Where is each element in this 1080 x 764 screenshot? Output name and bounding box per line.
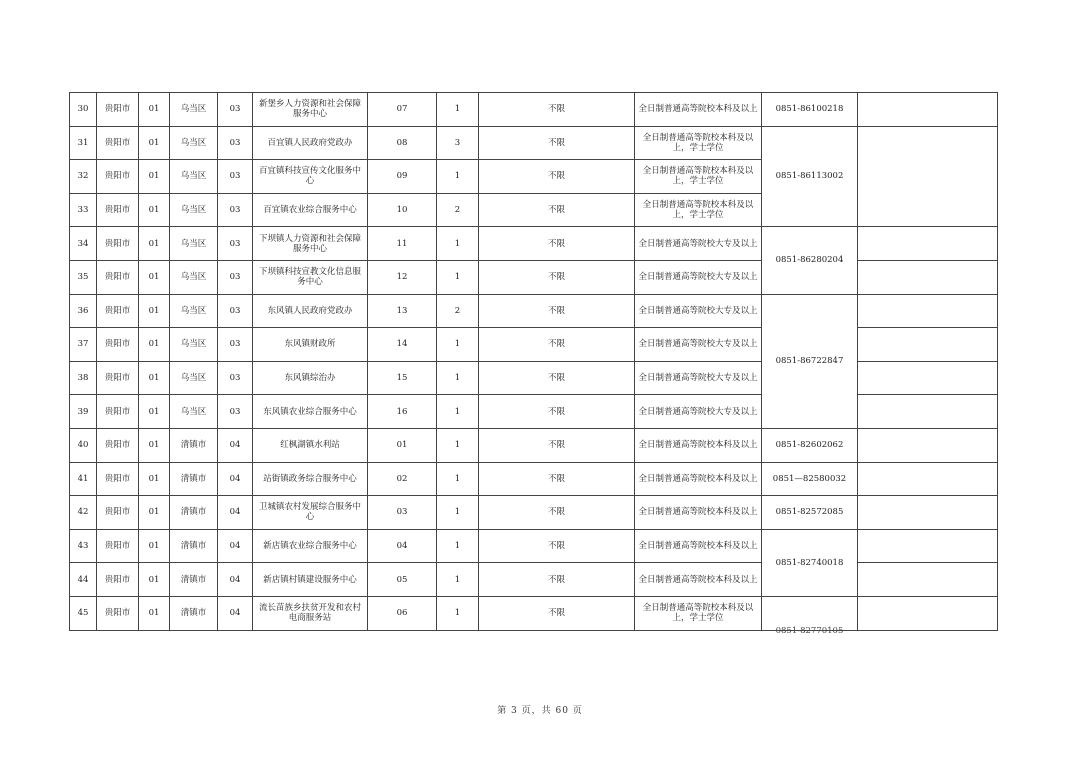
cell-county-code: 04	[218, 496, 253, 530]
table-row	[70, 294, 998, 328]
cell-phone: 0851-82740018	[762, 529, 858, 596]
table-row	[70, 596, 998, 630]
cell-no: 42	[70, 496, 97, 530]
cell-city: 贵阳市	[97, 93, 139, 127]
cell-county-code: 03	[218, 126, 253, 160]
table-row	[70, 428, 998, 462]
cell-note	[858, 294, 998, 328]
cell-city: 贵阳市	[97, 227, 139, 261]
cell-major: 不限	[479, 294, 635, 328]
cell-county: 乌当区	[170, 361, 218, 395]
cell-note	[858, 496, 998, 530]
cell-no: 34	[70, 227, 97, 261]
cell-city-code: 01	[139, 193, 170, 227]
cell-unit: 流长苗族乡扶贫开发和农村电商服务站	[253, 596, 368, 630]
cell-major: 不限	[479, 160, 635, 194]
cell-major: 不限	[479, 563, 635, 597]
cell-note	[858, 428, 998, 462]
cell-county: 清镇市	[170, 563, 218, 597]
cell-no: 38	[70, 361, 97, 395]
table-row	[70, 496, 998, 530]
cell-position-code: 06	[368, 596, 437, 630]
cell-position-code: 07	[368, 93, 437, 127]
cell-county: 清镇市	[170, 496, 218, 530]
cell-city: 贵阳市	[97, 260, 139, 294]
cell-position-code: 04	[368, 529, 437, 563]
cell-county-code: 03	[218, 193, 253, 227]
cell-county: 清镇市	[170, 462, 218, 496]
cell-position-code: 15	[368, 361, 437, 395]
cell-no: 33	[70, 193, 97, 227]
cell-phone: 0851-86722847	[762, 294, 858, 428]
cell-unit: 新店镇村镇建设服务中心	[253, 563, 368, 597]
cell-note	[858, 563, 998, 597]
cell-city-code: 01	[139, 496, 170, 530]
cell-city-code: 01	[139, 596, 170, 630]
cell-county: 乌当区	[170, 294, 218, 328]
cell-no: 32	[70, 160, 97, 194]
table-row	[70, 395, 998, 429]
cell-city: 贵阳市	[97, 126, 139, 160]
cell-count: 1	[437, 328, 479, 362]
cell-no: 35	[70, 260, 97, 294]
cell-no: 40	[70, 428, 97, 462]
cell-county: 乌当区	[170, 93, 218, 127]
cell-position-code: 01	[368, 428, 437, 462]
cell-education: 全日制普通高等院校本科及以上	[635, 563, 762, 597]
cell-count: 1	[437, 428, 479, 462]
cell-no: 44	[70, 563, 97, 597]
cell-unit: 东风镇人民政府党政办	[253, 294, 368, 328]
cell-unit: 百宜镇人民政府党政办	[253, 126, 368, 160]
table-body	[70, 93, 998, 636]
cell-note	[858, 260, 998, 294]
cell-position-code: 05	[368, 563, 437, 597]
cell-county: 乌当区	[170, 126, 218, 160]
cell-city-code: 01	[139, 93, 170, 127]
cell-count: 1	[437, 563, 479, 597]
cell-major: 不限	[479, 496, 635, 530]
cell-note	[858, 227, 998, 261]
cell-count: 1	[437, 596, 479, 630]
cell-phone: 0851-86280204	[762, 227, 858, 294]
cell-note	[858, 596, 998, 630]
table-row	[70, 361, 998, 395]
cell-county-code: 03	[218, 227, 253, 261]
cell-county-code: 04	[218, 462, 253, 496]
cell-major: 不限	[479, 462, 635, 496]
cell-phone: 0851—82580032	[762, 462, 858, 496]
cell-major: 不限	[479, 260, 635, 294]
cell-note	[858, 93, 998, 127]
page-number: 第 3 页，共 60 页	[497, 706, 583, 716]
cell-count: 2	[437, 193, 479, 227]
cell-city-code: 01	[139, 462, 170, 496]
cell-no: 30	[70, 93, 97, 127]
cell-phone: 0851-82572085	[762, 496, 858, 530]
cell-major: 不限	[479, 596, 635, 630]
cell-city: 贵阳市	[97, 496, 139, 530]
cell-city-code: 01	[139, 563, 170, 597]
cell-education: 全日制普通高等院校大专及以上	[635, 361, 762, 395]
cell-no: 37	[70, 328, 97, 362]
cell-major: 不限	[479, 361, 635, 395]
cell-position-code: 12	[368, 260, 437, 294]
cell-county-code: 03	[218, 395, 253, 429]
cell-education: 全日制普通高等院校本科及以上，学士学位	[635, 596, 762, 630]
cell-city: 贵阳市	[97, 563, 139, 597]
cell-education: 全日制普通高等院校大专及以上	[635, 395, 762, 429]
table-row	[70, 462, 998, 496]
cell-city-code: 01	[139, 160, 170, 194]
cell-city: 贵阳市	[97, 294, 139, 328]
cell-education: 全日制普通高等院校本科及以上	[635, 496, 762, 530]
cell-city: 贵阳市	[97, 193, 139, 227]
cell-major: 不限	[479, 428, 635, 462]
cell-count: 1	[437, 496, 479, 530]
cell-position-code: 02	[368, 462, 437, 496]
cell-county-code: 03	[218, 260, 253, 294]
cell-note	[858, 462, 998, 496]
cell-note	[858, 328, 998, 362]
cell-count: 1	[437, 227, 479, 261]
cell-count: 1	[437, 260, 479, 294]
cell-count: 3	[437, 126, 479, 160]
cell-education: 全日制普通高等院校大专及以上	[635, 227, 762, 261]
cell-unit: 新店镇农业综合服务中心	[253, 529, 368, 563]
cell-phone-cut-text: 0851-82770105	[775, 625, 844, 636]
cell-county: 乌当区	[170, 328, 218, 362]
cell-city: 贵阳市	[97, 395, 139, 429]
cell-count: 2	[437, 294, 479, 328]
cell-education: 全日制普通高等院校大专及以上	[635, 294, 762, 328]
cell-no: 39	[70, 395, 97, 429]
cell-major: 不限	[479, 529, 635, 563]
cell-city: 贵阳市	[97, 596, 139, 630]
cell-position-code: 11	[368, 227, 437, 261]
cell-education: 全日制普通高等院校本科及以上，学士学位	[635, 160, 762, 194]
cell-city-code: 01	[139, 294, 170, 328]
cell-education: 全日制普通高等院校本科及以上	[635, 93, 762, 127]
cell-unit: 下坝镇人力资源和社会保障服务中心	[253, 227, 368, 261]
cell-county: 清镇市	[170, 596, 218, 630]
cell-unit: 百宜镇科技宣传文化服务中心	[253, 160, 368, 194]
cell-no: 41	[70, 462, 97, 496]
cell-major: 不限	[479, 395, 635, 429]
cell-major: 不限	[479, 93, 635, 127]
cell-note	[858, 126, 998, 227]
cell-city: 贵阳市	[97, 160, 139, 194]
cell-phone: 0851-82602062	[762, 428, 858, 462]
cell-county-code: 04	[218, 596, 253, 630]
cell-education: 全日制普通高等院校本科及以上，学士学位	[635, 193, 762, 227]
cell-county: 乌当区	[170, 160, 218, 194]
cell-city: 贵阳市	[97, 328, 139, 362]
cell-county-code: 03	[218, 294, 253, 328]
cell-unit: 下坝镇科技宣教文化信息服务中心	[253, 260, 368, 294]
cell-education: 全日制普通高等院校本科及以上，学士学位	[635, 126, 762, 160]
cell-count: 1	[437, 395, 479, 429]
cell-county-code: 03	[218, 328, 253, 362]
cell-note	[858, 361, 998, 395]
cell-city-code: 01	[139, 529, 170, 563]
cell-unit: 卫城镇农村发展综合服务中心	[253, 496, 368, 530]
cell-education: 全日制普通高等院校大专及以上	[635, 328, 762, 362]
table-row	[70, 93, 998, 127]
cell-count: 1	[437, 529, 479, 563]
cell-city-code: 01	[139, 126, 170, 160]
cell-education: 全日制普通高等院校本科及以上	[635, 462, 762, 496]
cell-city-code: 01	[139, 328, 170, 362]
cell-county: 乌当区	[170, 395, 218, 429]
cell-unit: 红枫湖镇水利站	[253, 428, 368, 462]
cell-no: 36	[70, 294, 97, 328]
cell-education: 全日制普通高等院校本科及以上	[635, 529, 762, 563]
cell-count: 1	[437, 93, 479, 127]
cell-county-code: 03	[218, 160, 253, 194]
cell-no: 31	[70, 126, 97, 160]
cell-city-code: 01	[139, 260, 170, 294]
table-row	[70, 563, 998, 597]
cell-position-code: 08	[368, 126, 437, 160]
table-row	[70, 126, 998, 160]
cell-phone	[762, 596, 858, 636]
cell-city-code: 01	[139, 227, 170, 261]
cell-position-code: 09	[368, 160, 437, 194]
cell-position-code: 03	[368, 496, 437, 530]
cell-city: 贵阳市	[97, 529, 139, 563]
cell-county: 清镇市	[170, 529, 218, 563]
cell-city: 贵阳市	[97, 462, 139, 496]
table-row	[70, 227, 998, 261]
cell-phone: 0851-86113002	[762, 126, 858, 227]
cell-no: 45	[70, 596, 97, 630]
cell-count: 1	[437, 462, 479, 496]
table-row	[70, 529, 998, 563]
cell-education: 全日制普通高等院校本科及以上	[635, 428, 762, 462]
cell-position-code: 10	[368, 193, 437, 227]
recruitment-table	[69, 92, 998, 636]
cell-city: 贵阳市	[97, 428, 139, 462]
cell-phone: 0851-86100218	[762, 93, 858, 127]
cell-county-code: 04	[218, 428, 253, 462]
cell-city-code: 01	[139, 428, 170, 462]
cell-county-code: 04	[218, 563, 253, 597]
cell-unit: 百宜镇农业综合服务中心	[253, 193, 368, 227]
cell-county: 乌当区	[170, 260, 218, 294]
cell-position-code: 14	[368, 328, 437, 362]
cell-county-code: 03	[218, 93, 253, 127]
cell-no: 43	[70, 529, 97, 563]
cell-city-code: 01	[139, 395, 170, 429]
cell-county-code: 03	[218, 361, 253, 395]
cell-city-code: 01	[139, 361, 170, 395]
cell-county: 乌当区	[170, 227, 218, 261]
cell-count: 1	[437, 361, 479, 395]
cell-note	[858, 395, 998, 429]
cell-unit: 站街镇政务综合服务中心	[253, 462, 368, 496]
cell-major: 不限	[479, 328, 635, 362]
cell-count: 1	[437, 160, 479, 194]
cell-unit: 东风镇财政所	[253, 328, 368, 362]
table-row	[70, 260, 998, 294]
cell-unit: 东风镇农业综合服务中心	[253, 395, 368, 429]
cell-major: 不限	[479, 193, 635, 227]
cell-position-code: 16	[368, 395, 437, 429]
cell-major: 不限	[479, 126, 635, 160]
cell-unit: 东风镇综治办	[253, 361, 368, 395]
cell-county: 乌当区	[170, 193, 218, 227]
cell-position-code: 13	[368, 294, 437, 328]
cell-education: 全日制普通高等院校大专及以上	[635, 260, 762, 294]
cell-city: 贵阳市	[97, 361, 139, 395]
cell-major: 不限	[479, 227, 635, 261]
cell-unit: 新堡乡人力资源和社会保障服务中心	[253, 93, 368, 127]
cell-county-code: 04	[218, 529, 253, 563]
cell-note	[858, 529, 998, 563]
cell-county: 清镇市	[170, 428, 218, 462]
table-row	[70, 328, 998, 362]
